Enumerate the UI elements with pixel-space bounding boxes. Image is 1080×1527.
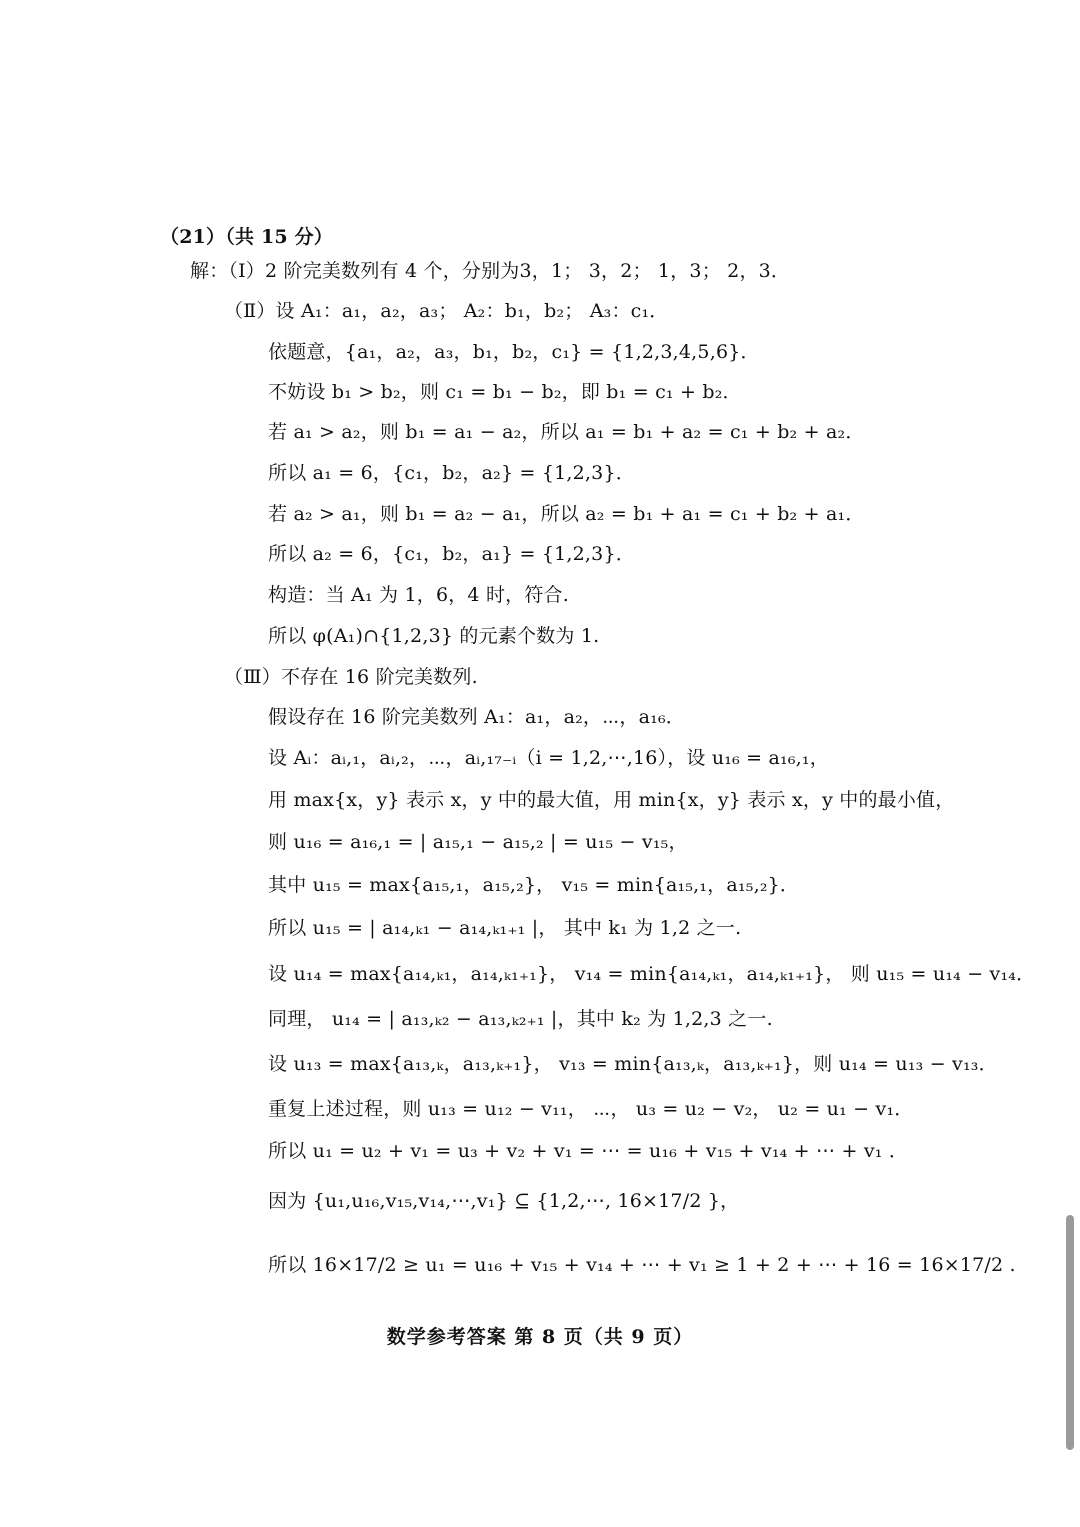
part2-line: 不妨设 b₁ > b₂，则 c₁ = b₁ − b₂，即 b₁ = c₁ + b₂． [268,381,742,403]
part3-line: 同理， u₁₄ = | a₁₃,ₖ₂ − a₁₃,ₖ₂₊₁ |，其中 k₂ 为 1,2,3 之一. [268,1008,773,1030]
part2-line: 所以 a₁ = 6，{c₁，b₂，a₂} = {1,2,3}． [268,462,635,484]
part3-line: 所以 u₁ = u₂ + v₁ = u₃ + v₂ + v₁ = ⋯ = u₁₆ + v₁₅ + v₁₄ + ⋯ + v₁ ． [268,1140,909,1162]
part3-line: 所以 16×17/2 ≥ u₁ = u₁₆ + v₁₅ + v₁₄ + ⋯ + v₁ ≥ 1 + 2 + ⋯ + 16 = 16×17/2 . [268,1254,1016,1276]
part2-line: （Ⅱ）设 A₁：a₁，a₂，a₃； A₂：b₁，b₂； A₃：c₁． [224,300,669,322]
part3-line: 重复上述过程，则 u₁₃ = u₁₂ − v₁₁， ⋯， u₃ = u₂ − v₂， u₂ = u₁ − v₁． [268,1098,914,1120]
problem-header: （21）（共 15 分） [160,226,334,248]
part3-line: 则 u₁₆ = a₁₆,₁ = | a₁₅,₁ − a₁₅,₂ | = u₁₅ − v₁₅， [268,831,688,853]
part3-line: 设 u₁₃ = max{a₁₃,ₖ，a₁₃,ₖ₊₁}， v₁₃ = min{a₁₃,ₖ，a₁₃,ₖ₊₁}，则 u₁₄ = u₁₃ − v₁₃． [268,1053,998,1075]
part3-line: 其中 u₁₅ = max{a₁₅,₁，a₁₅,₂}， v₁₅ = min{a₁₅,₁，a₁₅,₂}． [268,874,800,896]
part2-line: 所以 a₂ = 6，{c₁，b₂，a₁} = {1,2,3}． [268,543,635,565]
page-footer: 数学参考答案 第 8 页（共 9 页） [386,1326,694,1348]
part2-line: 所以 φ(A₁)∩{1,2,3} 的元素个数为 1. [268,625,600,647]
part3-line: 所以 u₁₅ = | a₁₄,ₖ₁ − a₁₄,ₖ₁₊₁ |， 其中 k₁ 为 1,2 之一. [268,917,742,939]
part2-line: 若 a₁ > a₂，则 b₁ = a₁ − a₂，所以 a₁ = b₁ + a₂ = c₁ + b₂ + a₂． [268,421,865,443]
part1-answer: 解：（Ⅰ）2 阶完美数列有 4 个，分别为3，1； 3，2； 1，3； 2，3． [190,260,791,282]
part3-line: 设 u₁₄ = max{a₁₄,ₖ₁，a₁₄,ₖ₁₊₁}， v₁₄ = min{a₁₄,ₖ₁，a₁₄,ₖ₁₊₁}， 则 u₁₅ = u₁₄ − v₁₄． [268,963,1036,985]
part3-line: 用 max{x，y} 表示 x，y 中的最大值，用 min{x，y} 表示 x，y 中的最小值， [268,789,955,811]
part2-line: 若 a₂ > a₁，则 b₁ = a₂ − a₁，所以 a₂ = b₁ + a₁ = c₁ + b₂ + a₁． [268,503,865,525]
part3-line: 假设存在 16 阶完美数列 A₁：a₁，a₂，⋯，a₁₆． [268,706,685,728]
part3-line: 设 Aᵢ：aᵢ,₁，aᵢ,₂，⋯，aᵢ,₁₇₋ᵢ（i = 1,2,⋯,16），设 u₁₆ = a₁₆,₁， [268,747,829,769]
part3-line: 因为 {u₁,u₁₆,v₁₅,v₁₄,⋯,v₁} ⊆ {1,2,⋯, 16×17/2 }， [268,1190,740,1212]
scrollbar-thumb[interactable] [1066,1215,1074,1450]
part3-line: （Ⅲ）不存在 16 阶完美数列. [224,666,478,688]
part2-line: 依题意，{a₁，a₂，a₃，b₁，b₂，c₁} = {1,2,3,4,5,6}． [268,341,760,363]
part2-line: 构造：当 A₁ 为 1，6，4 时，符合. [268,584,570,606]
